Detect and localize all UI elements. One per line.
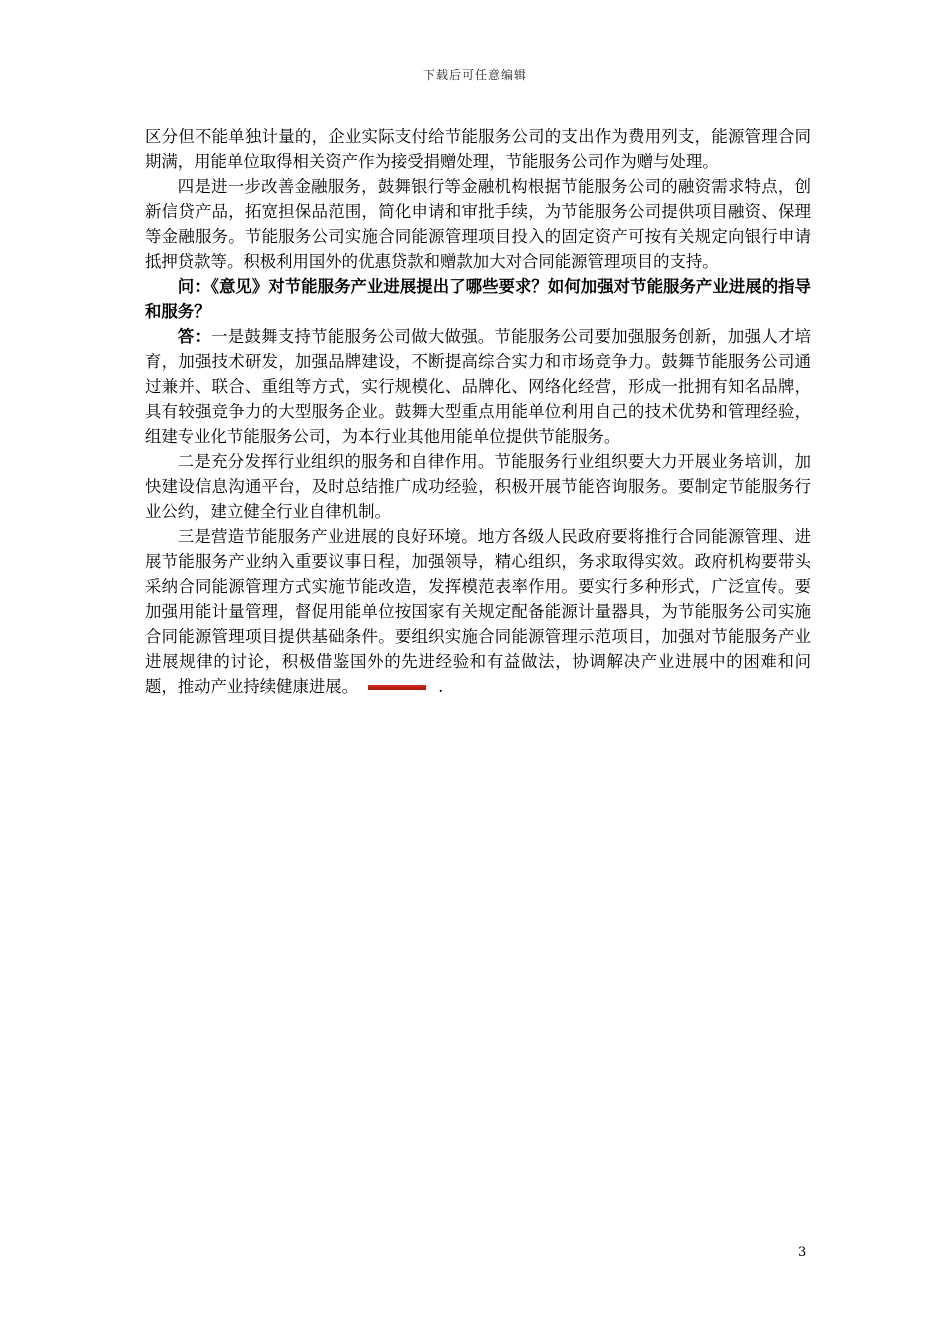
paragraph-continued: 区分但不能单独计量的，企业实际支付给节能服务公司的支出作为费用列支，能源管理合同期满，用能单位取得相关资产作为接受捐赠处理，节能服务公司作为赠与处理。: [145, 127, 811, 171]
document-body: [145, 124, 811, 699]
answer-text: 一是鼓舞支持节能服务公司做大做强。节能服务公司要加强服务创新，加强人才培育，加强技术研发，加强品牌建设，不断提高综合实力和市场竞争力。鼓舞节能服务公司通过兼并、联合、重组等方式，实行规模化、品牌化、网络化经营，形成一批拥有知名品牌，具有较强竞争力的大型服务企业。鼓舞大型重点用能单位利用自己的技术优势和管理经验，组建专业化节能服务公司，为本行业其他用能单位提供节能服务。: [145, 327, 812, 446]
paragraph-financial-services: 四是进一步改善金融服务，鼓舞银行等金融机构根据节能服务公司的融资需求特点，创新信贷产品，拓宽担保品范围，简化申请和审批手续，为节能服务公司提供项目融资、保理等金融服务。节能服务公司实施合同能源管理项目投入的固定资产可按有关规定向银行申请抵押贷款等。积极利用国外的优惠贷款和赠款加大对合同能源管理项目的支持。: [145, 177, 811, 271]
answer-label: 答：: [177, 327, 212, 346]
paragraph-industry-organization: 二是充分发挥行业组织的服务和自律作用。节能服务行业组织要大力开展业务培训，加快建设信息沟通平台，及时总结推广成功经验，积极开展节能咨询服务。要制定节能服务行业公约，建立健全行业自律机制。: [145, 452, 811, 521]
red-decorative-bar: [368, 685, 426, 690]
page-number: 3: [798, 1245, 807, 1260]
question-heading: 问：《意见》对节能服务产业进展提出了哪些要求？如何加强对节能服务产业进展的指导和服务？: [145, 277, 811, 321]
paragraph-environment: [145, 524, 811, 699]
environment-text: 三是营造节能服务产业进展的良好环境。地方各级人民政府要将推行合同能源管理、进展节能服务产业纳入重要议事日程，加强领导，精心组织，务求取得实效。政府机构要带头采纳合同能源管理方式实施节能改造，发挥模范表率作用。要实行多种形式，广泛宣传。要加强用能计量管理，督促用能单位按国家有关规定配备能源计量器具，为节能服务公司实施合同能源管理项目提供基础条件。要组织实施合同能源管理示范项目，加强对节能服务产业进展规律的讨论，积极借鉴国外的先进经验和有益做法，协调解决产业进展中的困难和问题，推动产业持续健康进展。: [145, 527, 811, 696]
page-header: 下载后可任意编辑: [422, 68, 527, 82]
trailing-dot: .: [438, 677, 444, 696]
answer-paragraph: [145, 324, 811, 449]
